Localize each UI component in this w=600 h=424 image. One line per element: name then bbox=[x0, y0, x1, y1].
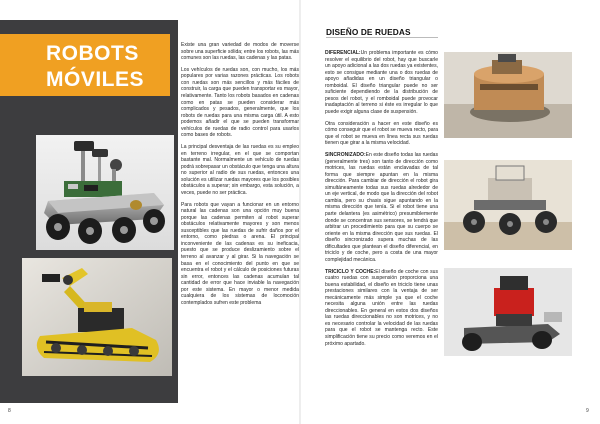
block-tricycle-car bbox=[325, 269, 438, 348]
differential-robot-photo bbox=[444, 52, 572, 138]
tricycle-robot-photo bbox=[444, 268, 572, 356]
left-paragraph-1: Existe una gran variedad de modos de moverse sobre una superficie sólida; entre los robots, las más comunes son las ruedas, las cadenas y las patas. bbox=[181, 42, 299, 62]
block-tricycle-car-text: El diseño de coche con sus cuatro ruedas con suspensión proporciona una buena estabilidad, el diseño en triciclo tiene unas prestaciones similares con la ventaja de ser mecánicamente más simple ya que el coche necesita alguna unión entre las ruedas direccionables. En general en estos dos diseños las ruedas direccionables no son motrices, y no es necesario controlar la velocidad de las ruedas para que el robot se mantenga recto. Este simplificación tiene su precio como veremos en el próximo apartado. bbox=[325, 268, 438, 347]
block-synchronized bbox=[325, 152, 438, 263]
block-differential-lead: DIFERENCIAL: bbox=[325, 50, 361, 56]
spine bbox=[299, 0, 301, 424]
block-straight-motion bbox=[325, 121, 438, 147]
wheeled-robot-photo bbox=[36, 135, 174, 250]
synchronized-robot-photo bbox=[444, 160, 572, 250]
left-page-number: 8 bbox=[8, 408, 11, 414]
block-differential-text: Un problema importante es cómo resolver el equilibrio del robot, hay que buscarle un apoyo adicional a las dos ruedas ya existentes, esto se consigue mediante una o dos ruedas de apoyo añadidas en un diseño triangular o romboidal. El diseño triangular puede no ser suficiente dependiendo de la distribución de pesos del robot, y el romboidal puede provocar inadaptación al terreno si éste es irregular lo que puede exigir alguna clase de suspensión. bbox=[325, 50, 438, 115]
tracked-robot-photo bbox=[22, 258, 172, 376]
block-tricycle-car-lead: TRICICLO Y COCHE: bbox=[325, 268, 376, 275]
block-differential bbox=[325, 50, 438, 115]
right-text-column bbox=[325, 50, 438, 352]
block-straight-motion-text: Otra consideración a hacer en este diseño es cómo conseguir que el robot se mueva recto, para que el robot se mueva en línea recta sus ruedas tienen que girar a la misma velocidad. bbox=[325, 120, 438, 147]
block-synchronized-lead: SINCRONIZADO: bbox=[325, 152, 366, 159]
section-rule bbox=[326, 37, 438, 38]
left-text-column bbox=[181, 42, 299, 312]
right-page-number: 9 bbox=[586, 408, 589, 414]
section-title: DISEÑO DE RUEDAS bbox=[326, 27, 411, 37]
page-title-line-2: MÓVILES bbox=[46, 68, 145, 91]
left-paragraph-4: Para robots que vayan a funcionar en un entorno natural las cadenas son una opción muy buena porque las cadenas permiten al robot superar obstáculos relativamente mayores y son menos susceptibles que las ruedas de sufrir daños por el entorno, como piedras o arena. El principal inconveniente de las cadenas es su ineficacia, puesto que se produce deslizamiento sobre el terreno al avanzar y al girar. Si la navegación se basa en el conocimiento del punto en que se encuentra el robot y el cálculo de posiciones futuras sin error, entonces las cadenas acumulan tal cantidad de error que hace inviable la navegación por este sistema. En mayor o menor medida cualquiera de los sistemas de locomoción contemplados sufren este problema bbox=[181, 201, 299, 306]
left-paragraph-2: Los vehículos de ruedas son, con mucho, los más populares por varias razones prácticas. Los robots con ruedas son más sencillos y más fáciles de construir, la carga que pueden transportar es mayor, relativamente. Tanto los robots basados en cadenas como en patas se pueden considerar más complicados y pesados, generalmente, que los robots de ruedas para una misma carga útil. A esto podemos añadir el que se pueden transformar vehículos de ruedas de radio control para usarlos como bases de robots. bbox=[181, 66, 299, 139]
page-title-line-1: ROBOTS bbox=[46, 42, 139, 65]
left-paragraph-3: La principal desventaja de las ruedas es su empleo en terreno irregular, en el que se comportan bastante mal. Normalmente un vehículo de ruedas podrá sobrepasar un obstáculo que tenga una altura no superior al radio de sus ruedas, entonces una solución es utilizar ruedas mayores que los posibles obstáculos a superar; sin embargo, esta solución, a veces, puede no ser práctica. bbox=[181, 144, 299, 196]
block-synchronized-text: En este diseño todas las ruedas (generalmente tres) son tanto de dirección como motrices, las ruedas están enclavadas de tal forma que siempre apuntan en la misma dirección. Para cambiar de dirección el robot gira simultáneamente todas sus ruedas alrededor de un eje vertical, de modo que la dirección del robot cambia, pero su chasis sigue apuntando en la misma dirección que tenía. Si el robot tiene una parte delantera (es asimétrico) presumiblemente donde se concentran sus sensores, se tendrá que arbitrar un procedimiento para que su cuerpo se oriente en la misma dirección que sus ruedas. El diseño sincronizado supera muchas de las dificultades que plantean el diseño diferencial, en triciclo y de coche, pero a costa de una mayor complejidad mecánica. bbox=[325, 152, 438, 263]
